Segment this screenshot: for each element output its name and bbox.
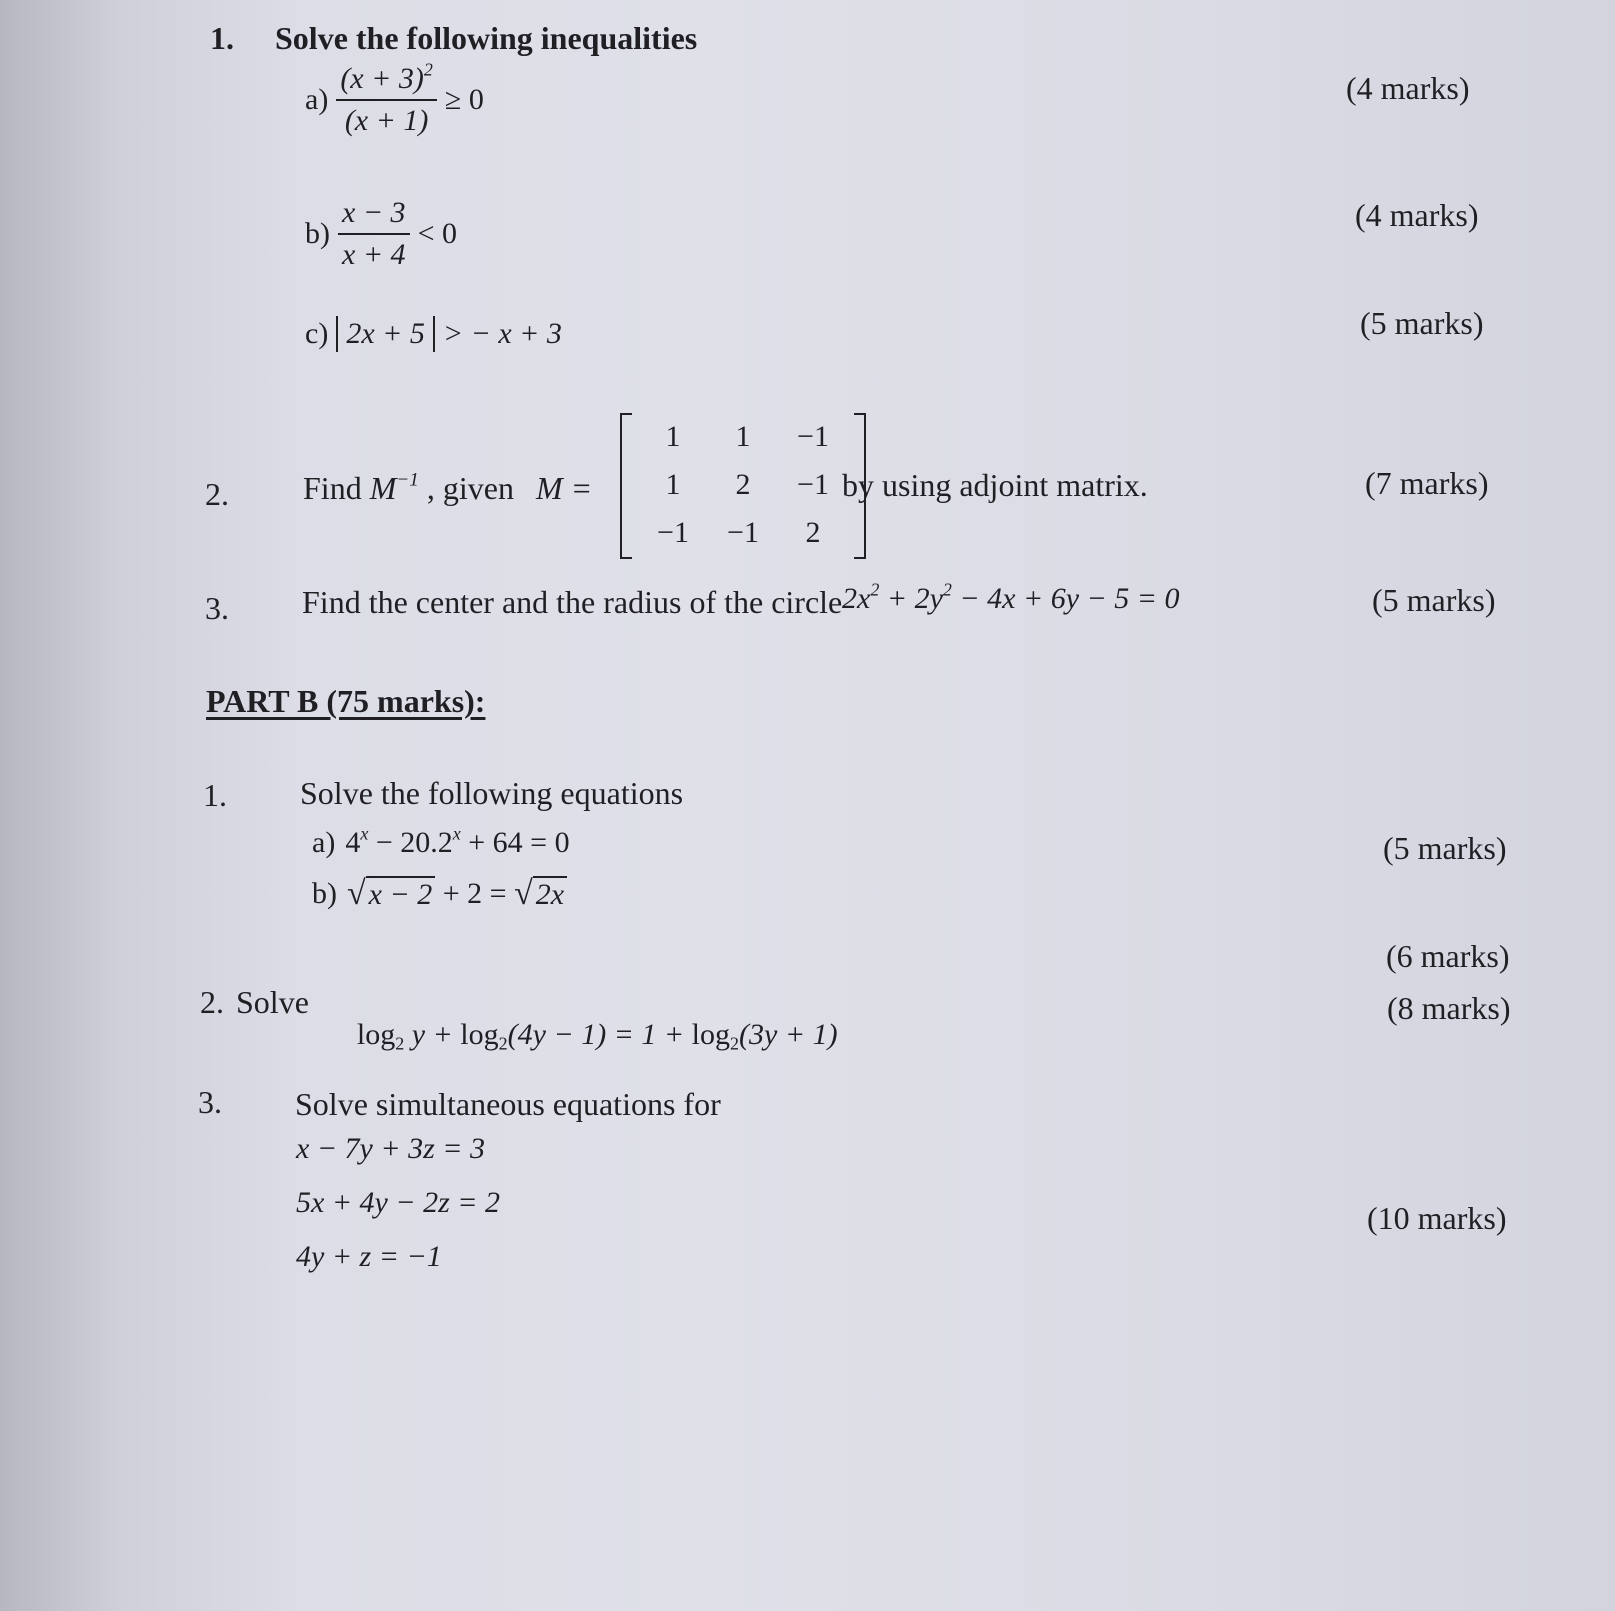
q2-method: by using adjoint matrix.	[842, 467, 1148, 503]
pb-q1-number: 1.	[203, 777, 227, 813]
partb-heading: PART B (75 marks):	[206, 683, 486, 719]
pb-q2-base3: 2	[730, 1033, 740, 1054]
pb-q1b-expression	[312, 876, 567, 911]
pb-q1a-e2: x	[452, 823, 461, 844]
q1-title: Solve the following inequalities	[275, 20, 698, 56]
pb-q1b-sqrt2: √ 2x	[514, 876, 567, 911]
matrix-cell: −1	[657, 516, 689, 549]
q3-text: Find the center and the radius of the circle	[302, 584, 843, 620]
pb-q1a-t2: − 20.2	[368, 826, 453, 859]
q2-find: Find	[303, 470, 362, 506]
pb-q2-log2: log	[460, 1018, 499, 1051]
q3-number: 3.	[205, 590, 229, 626]
pb-q3-number: 3.	[198, 1084, 222, 1120]
q1a-relation: ≥ 0	[444, 83, 484, 116]
matrix-cell: 1	[735, 420, 751, 453]
pb-q2-marks: (8 marks)	[1387, 990, 1511, 1026]
pb-q2-p3: (3y + 1)	[739, 1018, 838, 1051]
pb-q2-p1: y +	[404, 1018, 461, 1051]
matrix-cell: −1	[797, 468, 829, 501]
pb-q2-base2: 2	[498, 1033, 508, 1054]
pb-q3-marks: (10 marks)	[1367, 1200, 1507, 1236]
pb-q2-line	[200, 984, 838, 1086]
q1a-numerator: (x + 3)	[340, 62, 424, 95]
matrix-cell: 2	[735, 468, 751, 501]
q2-marks: (7 marks)	[1365, 465, 1489, 501]
matrix-cell: 1	[665, 420, 681, 453]
pb-q2-base1: 2	[395, 1033, 405, 1054]
q3-marks: (5 marks)	[1372, 582, 1496, 618]
q3-eq-t2: + 2y	[879, 582, 943, 615]
q3-eq-e1: 2	[870, 579, 880, 600]
q2-m-equals: M =	[535, 470, 593, 506]
pb-q1b-sqrt1: √ x − 2	[347, 876, 435, 911]
q1a-label: a)	[305, 83, 329, 116]
pb-q3-title: Solve simultaneous equations for	[295, 1086, 721, 1122]
pb-q3-eq1: x − 7y + 3z = 3	[296, 1132, 486, 1165]
q2-m-inverse: M	[369, 470, 397, 506]
pb-q1b-sqrt2-inner: 2x	[533, 876, 567, 911]
pb-q2-number: 2.	[200, 984, 224, 1020]
q3-eq-t1: 2x	[842, 582, 871, 615]
matrix-cell: 2	[805, 516, 821, 549]
matrix-cell: 1	[665, 468, 681, 501]
pb-q1a-e1: x	[360, 823, 369, 844]
pb-q1a-marks: (5 marks)	[1383, 830, 1507, 866]
pb-q1a-label: a)	[312, 826, 336, 859]
q2-intro	[303, 470, 592, 507]
pb-q2-log3: log	[691, 1018, 731, 1051]
pb-q1a-expression	[312, 823, 570, 860]
q1c-rhs: > − x + 3	[442, 317, 562, 350]
q1c-marks: (5 marks)	[1360, 305, 1484, 341]
q1b-relation: < 0	[417, 217, 457, 250]
q1a-fraction	[336, 59, 437, 138]
matrix-cell: −1	[727, 516, 759, 549]
q1a-marks: (4 marks)	[1346, 70, 1470, 106]
q1b-expression	[305, 196, 457, 272]
q1a-expression	[305, 59, 484, 138]
q1c-expression	[305, 316, 562, 352]
q3-eq-e2: 2	[942, 579, 952, 600]
pb-q2-log1: log	[356, 1018, 396, 1051]
pb-q3-eq3: 4y + z = −1	[296, 1240, 442, 1273]
pb-q1b-sqrt1-inner: x − 2	[366, 876, 436, 911]
pb-q3-eq2: 5x + 4y − 2z = 2	[296, 1186, 501, 1219]
q1c-abs-inner: 2x + 5	[346, 317, 425, 350]
q2-matrix	[620, 413, 866, 559]
pb-q2-solve: Solve	[236, 984, 309, 1020]
q1b-label: b)	[305, 217, 330, 250]
pb-q1b-label: b)	[312, 877, 337, 910]
pb-q1b-marks: (6 marks)	[1386, 938, 1510, 974]
pb-q1b-mid: + 2 =	[435, 877, 515, 910]
pb-q1a-t1: 4	[345, 826, 361, 859]
q2-m-inverse-exp: −1	[396, 469, 419, 491]
pb-q1-title: Solve the following equations	[300, 775, 684, 811]
q1-number: 1.	[210, 20, 234, 56]
q1c-label: c)	[305, 317, 329, 350]
pb-q1a-t3: + 64 = 0	[460, 826, 570, 859]
q1a-denominator: (x + 1)	[344, 104, 429, 137]
q1b-marks: (4 marks)	[1355, 197, 1479, 233]
q3-eq-t3: − 4x + 6y − 5 = 0	[951, 582, 1180, 615]
q1b-denominator: x + 4	[342, 238, 406, 271]
q2-given: , given	[426, 470, 514, 506]
q1b-numerator: x − 3	[342, 196, 406, 229]
q3-equation	[842, 579, 1180, 616]
q1b-fraction	[338, 196, 410, 272]
q1a-exponent: 2	[423, 59, 433, 80]
pb-q2-p2: (4y − 1) = 1 +	[507, 1018, 692, 1051]
matrix-cell: −1	[797, 420, 829, 453]
q2-number: 2.	[205, 476, 229, 512]
